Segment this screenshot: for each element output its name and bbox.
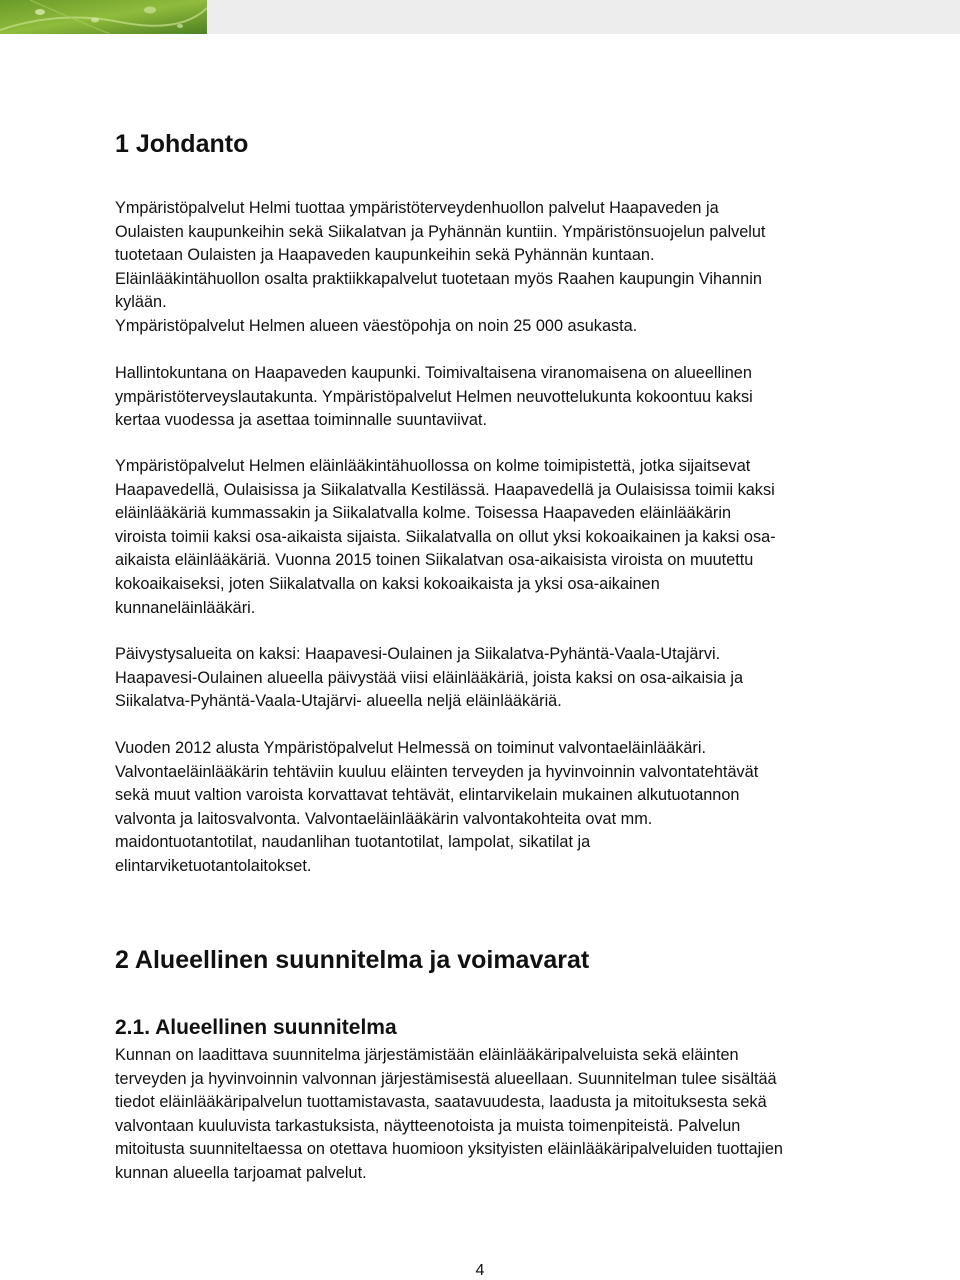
section-2-paragraph-1 xyxy=(115,1044,783,1186)
text-line: Päivystysalueita on kaksi: Haapavesi-Oulainen ja Siikalatva-Pyhäntä-Vaala-Utajärvi. xyxy=(115,645,721,663)
text-line: tuotetaan Oulaisten ja Haapaveden kaupunkeihin sekä Pyhännän kuntaan. xyxy=(115,246,655,265)
text-line: Oulaisten kaupunkeihin sekä Siikalatvan ja Pyhännän kuntiin. Ympäristönsuojelun palvelut xyxy=(115,222,766,241)
section-1-paragraph-1 xyxy=(115,197,765,339)
text-line: sekä muut valtion varoista korvattavat tehtävät, elintarvikelain mukainen alkutuotannon xyxy=(115,786,740,805)
text-line: viroista toimii kaksi osa-aikaista sijaista. Siikalatvalla on ollut yksi kokoaikainen ja kaksi osa- xyxy=(115,527,776,546)
text-line: elintarviketuotantolaitokset. xyxy=(115,856,312,875)
section-1-heading: 1 Johdanto xyxy=(115,130,249,158)
section-1-paragraph-4 xyxy=(115,643,743,714)
text-line: Haapavesi-Oulainen alueella päivystää viisi eläinlääkäriä, joista kaksi on osa-aikaisia ja xyxy=(115,668,744,687)
text-line: Ympäristöpalvelut Helmi tuottaa ympäristöterveydenhuollon palvelut Haapaveden ja xyxy=(115,199,719,217)
text-line: Hallintokuntana on Haapaveden kaupunki. Toimivaltaisena viranomaisena on alueellinen xyxy=(115,364,752,382)
text-line: Kunnan on laadittava suunnitelma järjestämistään eläinlääkäripalveluista sekä eläinten xyxy=(115,1046,739,1064)
text-line: maidontuotantotilat, naudanlihan tuotantotilat, lampolat, sikatilat ja xyxy=(115,833,591,852)
text-line: Haapavedellä, Oulaisissa ja Siikalatvalla Kestilässä. Haapavedellä ja Oulaisissa toimii kaksi xyxy=(115,480,775,499)
text-line: Valvontaeläinlääkärin tehtäviin kuuluu eläinten terveyden ja hyvinvoinnin valvontatehtävät xyxy=(115,762,759,781)
text-line: kylään. xyxy=(115,293,167,312)
text-line: eläinlääkäriä kummassakin ja Siikalatvalla kolme. Toisessa Haapaveden eläinlääkärin xyxy=(115,504,731,523)
text-line: Eläinlääkintähuollon osalta praktiikkapalvelut tuotetaan myös Raahen kaupungin Vihannin xyxy=(115,269,762,288)
text-line: mitoitusta suunniteltaessa on otettava huomioon yksityisten eläinlääkäripalveluiden tuottajien xyxy=(115,1140,783,1159)
text-line: Ympäristöpalvelut Helmen alueen väestöpohja on noin 25 000 asukasta. xyxy=(115,316,638,335)
leaf-banner-image xyxy=(0,0,207,34)
section-1-paragraph-5 xyxy=(115,737,758,879)
text-line: tiedot eläinlääkäripalvelun tuottamistavasta, saatavuudesta, laadusta ja mitoituksesta sekä xyxy=(115,1093,767,1112)
text-line: Ympäristöpalvelut Helmen eläinlääkintähuollossa on kolme toimipistettä, jotka sijaitsevat xyxy=(115,457,751,475)
text-line: aikaista eläinlääkäriä. Vuonna 2015 toinen Siikalatvan osa-aikaisista viroista on muutettu xyxy=(115,551,754,570)
text-line: valvonta ja laitosvalvonta. Valvontaeläinlääkärin valvontakohteita ovat mm. xyxy=(115,809,653,828)
text-line: ympäristöterveyslautakunta. Ympäristöpalvelut Helmen neuvottelukunta kokoontuu kaksi xyxy=(115,387,753,406)
section-1-paragraph-2 xyxy=(115,362,753,433)
text-line: valvontaan kuuluvista tarkastuksista, näytteenotoista ja muista toimenpiteistä. Palvelun xyxy=(115,1116,741,1135)
section-2-heading: 2 Alueellinen suunnitelma ja voimavarat xyxy=(115,946,590,974)
text-line: Siikalatva-Pyhäntä-Vaala-Utajärvi- alueella neljä eläinlääkäriä. xyxy=(115,692,562,711)
text-line: Vuoden 2012 alusta Ympäristöpalvelut Helmessä on toiminut valvontaeläinlääkäri. xyxy=(115,739,706,757)
section-1-paragraph-3 xyxy=(115,455,776,620)
text-line: kunnan alueella tarjoamat palvelut. xyxy=(115,1163,367,1182)
page-number: 4 xyxy=(475,1262,485,1279)
subsection-2-1-heading: 2.1. Alueellinen suunnitelma xyxy=(115,1016,397,1039)
text-line: kertaa vuodessa ja asettaa toiminnalle suuntaviivat. xyxy=(115,411,487,430)
header-band xyxy=(0,0,960,34)
text-line: kokoaikaiseksi, joten Siikalatvalla on kaksi kokoaikaista ja yksi osa-aikainen xyxy=(115,574,660,593)
text-line: kunnaneläinlääkäri. xyxy=(115,598,256,617)
text-line: terveyden ja hyvinvoinnin valvonnan järjestämisestä alueellaan. Suunnitelman tulee sisältää xyxy=(115,1069,777,1088)
